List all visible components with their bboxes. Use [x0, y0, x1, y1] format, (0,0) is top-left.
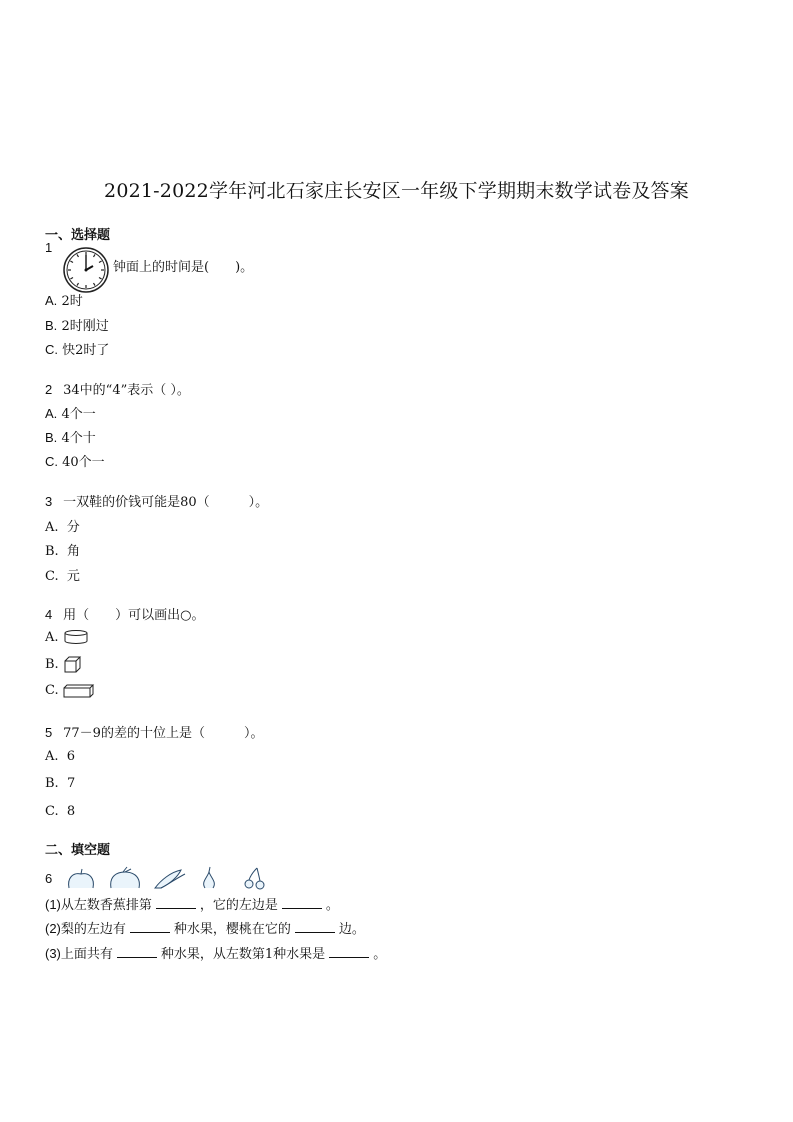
cherry-icon [245, 868, 264, 889]
question-2-stem: 2 34中的“4”表示（ ）。 [45, 382, 190, 398]
page-title: 2021-2022学年河北石家庄长安区一年级下学期期末数学试卷及答案 [104, 180, 689, 202]
cylinder-shape-icon [63, 630, 89, 644]
answer-blank[interactable] [329, 945, 369, 958]
question-4-stem: 4 用（ ）可以画出○。 [45, 607, 205, 623]
answer-blank[interactable] [295, 920, 335, 933]
answer-blank[interactable] [156, 896, 196, 909]
section-fill-heading: 二、填空题 [45, 843, 111, 858]
question-5-stem: 5 77－9的差的十位上是（ ）。 [45, 725, 264, 741]
answer-blank[interactable] [117, 945, 157, 958]
option-3a[interactable]: A. 分 [45, 520, 80, 535]
fill-item-3: (3)上面共有 种水果，从左数第1种水果是 。 [45, 946, 387, 962]
fruit-row-image [65, 864, 275, 890]
option-5b[interactable]: B. 7 [45, 776, 76, 791]
option-3c[interactable]: C. 元 [45, 569, 80, 584]
option-4c[interactable]: C. [45, 683, 59, 698]
answer-blank[interactable] [282, 896, 322, 909]
section-choice-heading: 一、选择题 [45, 228, 111, 243]
option-2b[interactable]: B. 4个十 [45, 430, 96, 446]
cube-shape-icon [64, 656, 82, 674]
orange-icon [111, 867, 140, 888]
option-1c[interactable]: C. 快2时了 [45, 342, 110, 358]
option-3b[interactable]: B. 角 [45, 544, 80, 559]
question-1-stem: 钟面上的时间是( )。 [113, 260, 254, 275]
cuboid-shape-icon [63, 684, 95, 698]
fill-item-2: (2)梨的左边有 种水果，樱桃在它的 边。 [45, 921, 365, 937]
option-4a[interactable]: A. [45, 630, 59, 645]
question-1-number: 1 [45, 240, 53, 255]
option-1a[interactable]: A. 2时 [45, 293, 83, 309]
question-3-stem: 3 一双鞋的价钱可能是80（ ）。 [45, 494, 269, 510]
banana-icon [155, 870, 185, 888]
fill-item-1: (1)从左数香蕉排第 ，它的左边是 。 [45, 897, 339, 913]
option-2a[interactable]: A. 4个一 [45, 406, 96, 422]
clock-face-image [62, 246, 110, 294]
pear-icon [204, 867, 215, 888]
answer-blank[interactable] [130, 920, 170, 933]
apple-icon [69, 869, 94, 888]
question-6-number: 6 [45, 871, 53, 886]
option-5c[interactable]: C. 8 [45, 804, 76, 819]
option-2c[interactable]: C. 40个一 [45, 454, 105, 470]
option-1b[interactable]: B. 2时刚过 [45, 318, 109, 334]
option-4b[interactable]: B. [45, 657, 59, 672]
option-5a[interactable]: A. 6 [45, 749, 76, 764]
